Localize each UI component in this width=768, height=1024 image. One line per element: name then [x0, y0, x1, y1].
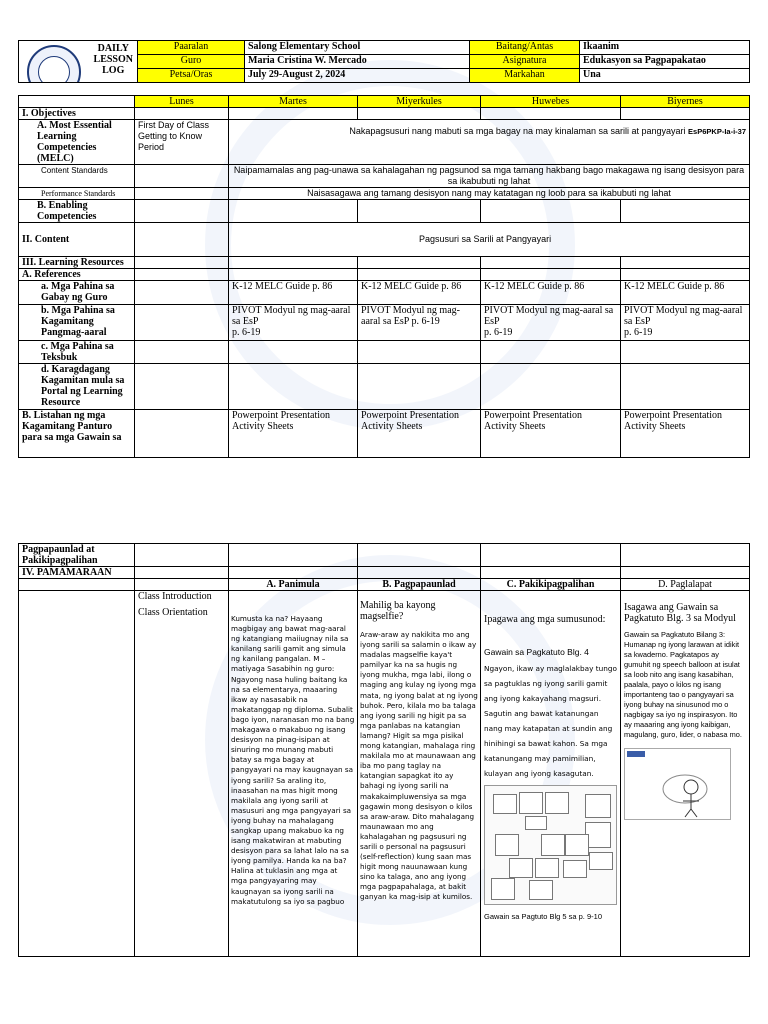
listahan-sheets: Activity Sheets	[624, 421, 686, 432]
lesson-table	[18, 95, 750, 458]
guro-value: Maria Cristina W. Mercado	[245, 55, 470, 69]
kagamitan-huwebes	[481, 305, 621, 341]
kagamitan-text: PIVOT Modyul ng mag-aaral sa EsP	[361, 305, 460, 327]
asignatura-value: Edukasyon sa Pagpapakatao	[580, 55, 750, 69]
listahan-ppt: Powerpoint Presentation	[361, 410, 460, 421]
pakiki-footer: Gawain sa Pagtuto Blg 5 sa p. 9-10	[484, 912, 602, 921]
objectives-heading: I. Objectives	[19, 108, 135, 120]
kagamitan-text: PIVOT Modyul ng mag-aaral sa EsP	[484, 305, 614, 327]
gabay-biyernes: K-12 MELC Guide p. 86	[621, 281, 750, 305]
pakiki-gawain: Gawain sa Pagkatuto Blg. 4	[484, 647, 589, 657]
content-standards-value: Naipamamalas ang pag-unawa sa kahalagahan ng pagsunod sa mga tamang hakbang bago makagawa ng isang desisyon para sa ikabubuti ng lahat	[229, 165, 750, 188]
learning-resources-label: III. Learning Resources	[19, 257, 135, 269]
markahan-label: Markahan	[470, 69, 580, 83]
worksheet-figure	[484, 785, 617, 905]
paaralan-value: Salong Elementary School	[245, 41, 470, 55]
listahan-ppt: Powerpoint Presentation	[232, 410, 331, 421]
kagamitan-label: b. Mga Pahina sa Kagamitang Pangmag-aaral	[19, 305, 135, 341]
kagamitan-martes	[229, 305, 358, 341]
kagamitan-text: PIVOT Modyul ng mag-aaral sa EsP	[624, 305, 743, 327]
pakiki-intro: Ipagawa ang mga sumusunod:	[484, 614, 606, 625]
pakiki-text: Ngayon, ikaw ay maglalakbay tungo sa pagtuklas ng iyong sarili gamit ang iyong kakayahang magsuri. Sagutin ang bawat katanungan nang may katapatan at sundin ang hinihingi sa bawat kahon. Sa mga katanungang may pamimilian, kulayan ang iyong kasagutan.	[484, 664, 617, 778]
asignatura-label: Asignatura	[470, 55, 580, 69]
melc-label: A. Most Essential Learning Competencies (MELC)	[19, 120, 135, 165]
kagamitan-text: PIVOT Modyul ng mag-aaral sa EsP	[232, 305, 351, 327]
listahan-biyernes	[621, 410, 750, 458]
kagamitan-pages: p. 6-19	[484, 327, 513, 338]
listahan-sheets: Activity Sheets	[361, 421, 423, 432]
col-pakikipagpalihan: C. Pakikipagpalihan	[481, 579, 621, 591]
log-title: DAILY LESSON LOG	[93, 43, 133, 76]
baitang-label: Baitang/Antas	[470, 41, 580, 55]
references-label: A. References	[19, 269, 135, 281]
performance-standards-label: Performance Standards	[19, 188, 135, 200]
pamamaraan-label: IV. PAMAMARAAN	[19, 567, 135, 579]
cartoon-figure-icon	[625, 749, 730, 819]
performance-standards-value: Naisasagawa ang tamang desisyon nang may katatagan ng loob para sa ikabubuti ng lahat	[229, 188, 750, 200]
col-paglalapat: D. Paglalapat	[621, 579, 750, 591]
listahan-martes	[229, 410, 358, 458]
listahan-sheets: Activity Sheets	[484, 421, 546, 432]
listahan-ppt: Powerpoint Presentation	[484, 410, 583, 421]
paaralan-label: Paaralan	[138, 41, 245, 55]
teksbuk-label: c. Mga Pahina sa Teksbuk	[19, 341, 135, 364]
header-table	[18, 40, 750, 83]
karagdagang-label: d. Karagdagang Kagamitan mula sa Portal ng Learning Resource	[19, 364, 135, 410]
day-miyerkules: Miyerkules	[358, 96, 481, 108]
panimula-text: Kumusta ka na? Hayaang magbigay ang bawat mag-aaral ng katangiang maiiugnay nila sa kanilang sarili gamit ang simula ng kanilang pangalan. M – matiyaga Sasabihin ng guro: Ngayong nasa huling baitang ka na sa elementarya, maaaring ikaw ay nasasabik na makatanggap ng diploma. Subalit bago iyon, naranasan mo na bang makagawa o makabuo ng isang desisyon na pinag-isipan at sinuring mo munang mabuti batay sa mga bagay at pangyayari na may kaugnayan sa iyong sarili? Sa araling ito, inaasahan na mas higit mong makilala ang iyong sarili at masusuri ang mga pangyayari sa iyong buhay na mahalagang sangkap upang makabuo ka ng isang makatwiran at mabuting desisyon para sa lahat lalo na sa iyong pamilya. Handa ka na ba? Halina at tuklasin ang mga at mga pangyayaring may kaugnayan sa iyong sarili na makatutulong sa iyo sa pagbuo	[231, 614, 355, 906]
pagpapaunlad-question: Mahilig ba kayong magselfie?	[360, 600, 436, 622]
enabling-label: B. Enabling Competencies	[19, 200, 135, 223]
pagpapaunlad-text: Araw-araw ay nakikita mo ang iyong sarili sa salamin o ikaw ay madalas magselfie kaya't pamilyar ka na sa hugis ng iyong mukha, mga labi, ilong o maging ang kulay ng iyong mga mata, ng iyong balat at ng iyong buhok. Pero, kilala mo ba talaga ang iyong sarili ng higit pa sa mga panlabas na katangian lamang? Higit sa mga pisikal mong katangian, mahalaga ring makilala mo at maunawaan ang iba mo pang taglay na katangian sapagkat ito ay bahagi ng iyong sarili na makakaimpluwensiya sa mga gagawin mong desisyon o kilos sa araw-araw. Dito mahalagang maunawaan mo ang kahalagahan ng pagsusuri ng sarili o personal na pagsusuri (self-reflection) kung saan mas higit mong nauunawaan kung sino ka talaga, ano ang iyong mga pagpapahalaga, at bakit ganyan ka mag-isip at kumilos.	[360, 630, 478, 902]
gabay-huwebes: K-12 MELC Guide p. 86	[481, 281, 621, 305]
guro-label: Guro	[138, 55, 245, 69]
paglalapat-cell	[621, 591, 750, 957]
lesson-table-continued	[18, 543, 750, 957]
content-value: Pagsusuri sa Sarili at Pangyayari	[229, 223, 750, 257]
speech-balloon-illustration	[624, 748, 731, 820]
gabay-miyerkules: K-12 MELC Guide p. 86	[358, 281, 481, 305]
col-panimula: A. Panimula	[229, 579, 358, 591]
day-huwebes: Huwebes	[481, 96, 621, 108]
gabay-label: a. Mga Pahina sa Gabay ng Guro	[19, 281, 135, 305]
listahan-miyerkules	[358, 410, 481, 458]
class-orientation: Class Orientation	[138, 607, 208, 618]
petsa-value: July 29-August 2, 2024	[245, 69, 470, 83]
pagpapaunlad-cell	[358, 591, 481, 957]
content-standards-label: Content Standards	[19, 165, 135, 188]
day-martes: Martes	[229, 96, 358, 108]
melc-text: Nakapagsusuri nang mabuti sa mga bagay na may kinalaman sa sarili at pangyayari	[349, 126, 686, 136]
listahan-ppt: Powerpoint Presentation	[624, 410, 723, 421]
markahan-value: Una	[580, 69, 750, 83]
listahan-sheets: Activity Sheets	[232, 421, 294, 432]
lunes-activities	[135, 591, 229, 957]
listahan-label: B. Listahan ng mga Kagamitang Panturo para sa mga Gawain sa	[19, 410, 135, 458]
melc-text-cell	[229, 120, 750, 165]
class-introduction: Class Introduction	[138, 591, 212, 602]
pagpapaunlad-label: Pagpapaunlad at Pakikipagpalihan	[19, 544, 135, 567]
panimula-cell	[229, 591, 358, 957]
kagamitan-biyernes	[621, 305, 750, 341]
content-label: II. Content	[19, 223, 135, 257]
paglalapat-intro: Isagawa ang Gawain sa Pagkatuto Blg. 3 sa Modyul	[624, 602, 736, 624]
listahan-huwebes	[481, 410, 621, 458]
deped-seal-icon	[27, 45, 81, 83]
col-pagpapaunlad: B. Pagpapaunlad	[358, 579, 481, 591]
baitang-value: Ikaanim	[580, 41, 750, 55]
melc-code: EsP6PKP-Ia-i-37	[688, 127, 746, 136]
gabay-martes: K-12 MELC Guide p. 86	[229, 281, 358, 305]
melc-lunes: First Day of Class Getting to Know Period	[135, 120, 229, 165]
logo-cell	[19, 41, 138, 83]
kagamitan-pages: p. 6-19	[624, 327, 653, 338]
day-biyernes: Biyernes	[621, 96, 750, 108]
kagamitan-pages: p. 6-19	[232, 327, 261, 338]
paglalapat-text: Gawain sa Pagkatuto Bilang 3: Humanap ng iyong larawan at idikit sa kwaderno. Pagkatapos ay gumuhit ng speech balloon at isulat sa loob nito ang isang kasabihan, paalala, payo o kilos ng isang importanteng tao o pangyayari sa iyong buhay na sinusunod mo o nagbigay sa iyo ng inspirasyon. Ito ay maaaring ang iyong kaibigan, magulang, guro, lider, o nabasa mo.	[624, 630, 742, 739]
kagamitan-miyerkules	[358, 305, 481, 341]
petsa-label: Petsa/Oras	[138, 69, 245, 83]
kagamitan-pages: p. 6-19	[411, 316, 440, 327]
day-lunes: Lunes	[135, 96, 229, 108]
pakikipagpalihan-cell	[481, 591, 621, 957]
